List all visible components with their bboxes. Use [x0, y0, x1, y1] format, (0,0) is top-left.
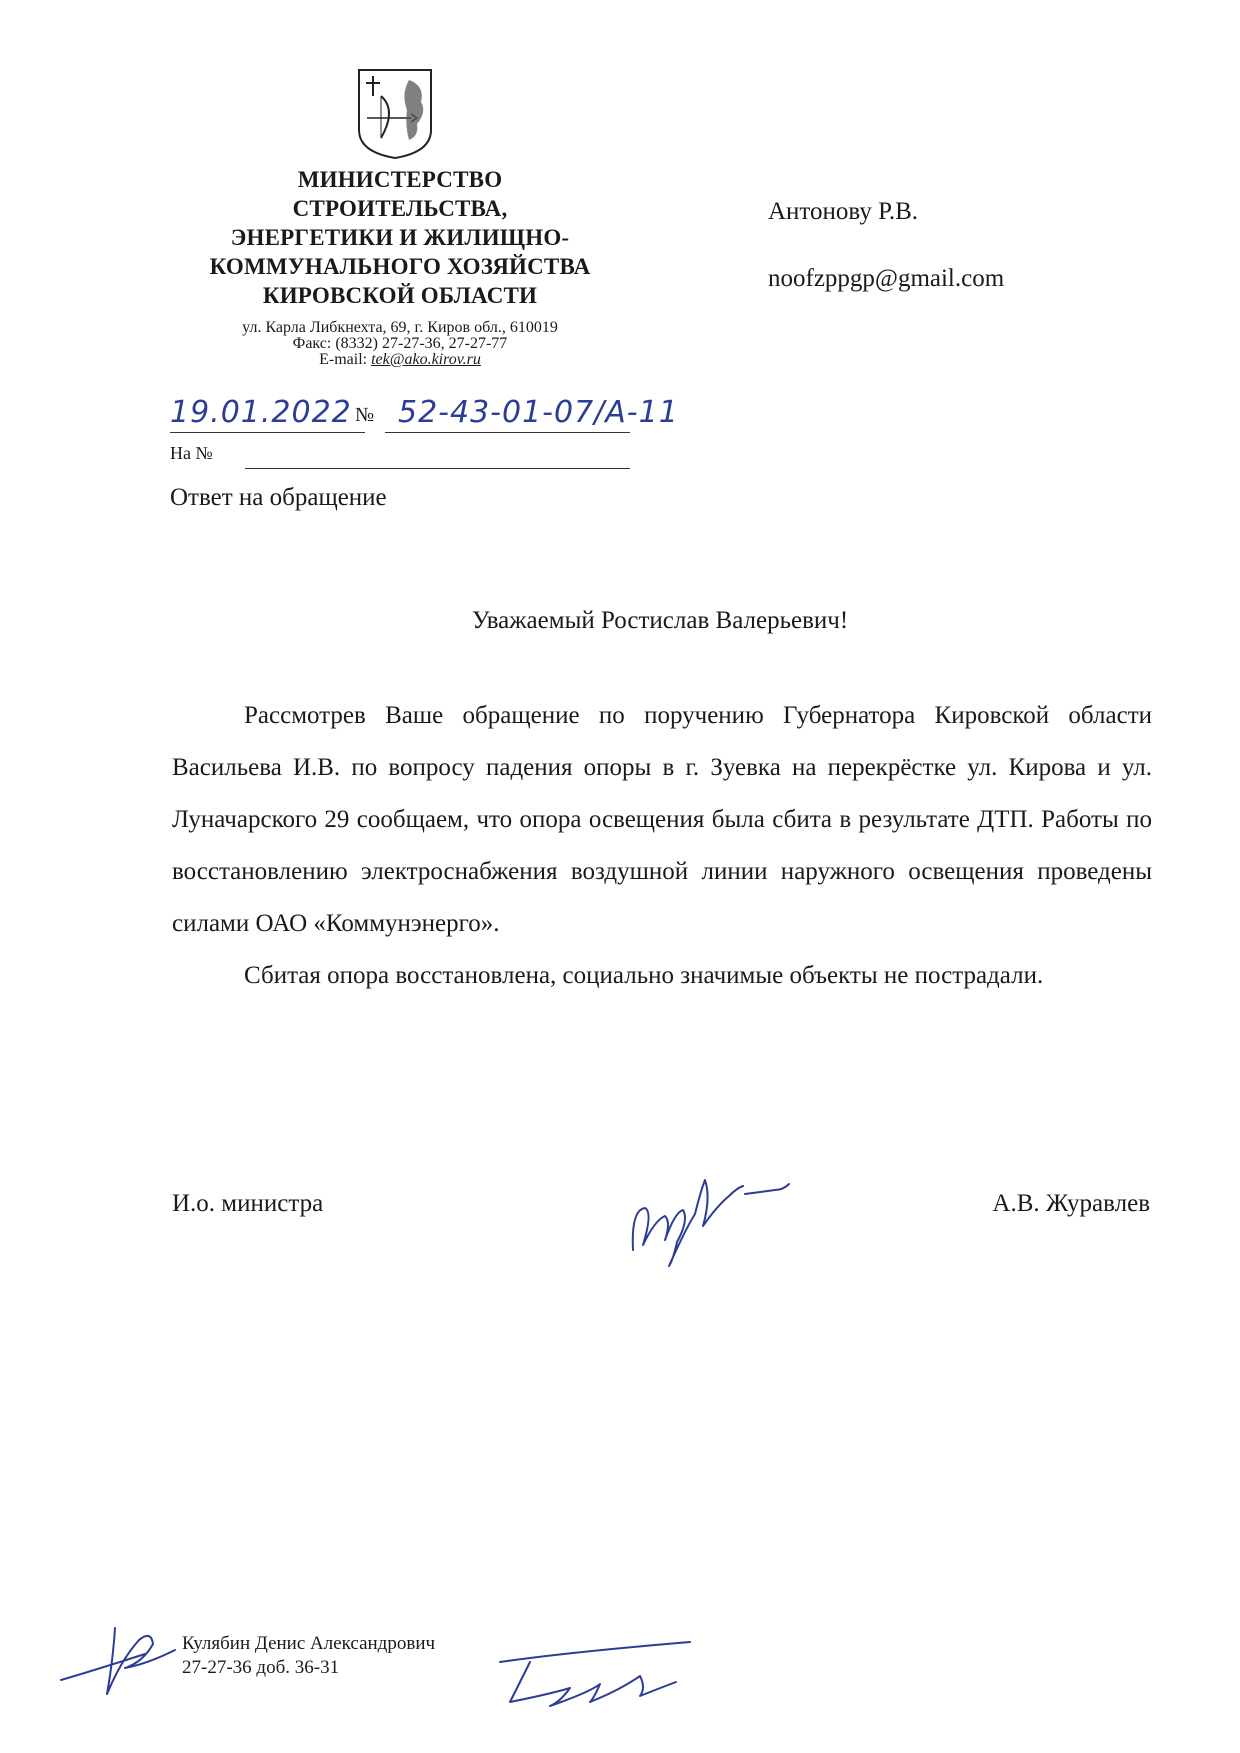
ministry-line: КОММУНАЛЬНОГО ХОЗЯЙСТВА	[209, 254, 591, 279]
approval-initials-icon	[490, 1632, 700, 1712]
signatory-role: И.о. министра	[172, 1190, 324, 1217]
ministry-line: ЭНЕРГЕТИКИ И ЖИЛИЩНО-	[230, 225, 570, 250]
executor-name: Кулябин Денис Александрович	[182, 1633, 436, 1654]
ministry-line: КИРОВСКОЙ ОБЛАСТИ	[262, 283, 538, 308]
number-sign: №	[355, 404, 375, 426]
letter-body	[172, 690, 1152, 1002]
registration-date: 19.01.2022	[170, 395, 352, 430]
ministry-email-line	[160, 352, 640, 368]
email-label: E-mail:	[319, 351, 372, 368]
letter-subject: Ответ на обращение	[170, 484, 387, 511]
ministry-address: ул. Карла Либкнехта, 69, г. Киров обл., 610019	[242, 319, 558, 336]
reply-to-label: На №	[170, 443, 213, 463]
recipient-name: Антонову Р.В.	[768, 198, 919, 225]
ministry-line: МИНИСТЕРСТВО	[297, 167, 503, 192]
ministry-line: СТРОИТЕЛЬСТВА,	[292, 196, 508, 221]
coat-of-arms-icon	[355, 66, 435, 162]
date-underline	[170, 432, 365, 433]
executor-phone: 27-27-36 доб. 36-31	[182, 1657, 340, 1678]
ministry-contacts	[160, 320, 640, 368]
initials-icon	[55, 1610, 185, 1700]
salutation: Уважаемый Ростислав Валерьевич!	[471, 607, 849, 634]
registration-number: 52-43-01-07/А-11	[398, 395, 679, 430]
signatory-name: А.В. Журавлев	[992, 1190, 1150, 1217]
ministry-email-link[interactable]: tek@ako.kirov.ru	[371, 351, 481, 368]
reply-to-underline	[245, 468, 630, 469]
ministry-fax: Факс: (8332) 27-27-36, 27-27-77	[292, 335, 508, 352]
body-paragraph: Рассмотрев Ваше обращение по поручению Губернатора Кировской области Васильева И.В. по вопросу падения опоры в г. Зуевка на перекрёстке ул. Кирова и ул. Луначарского 29 сообщаем, что опора освещения была сбита в результате ДТП. Работы по восстановлению электроснабжения воздушной линии наружного освещения проведены силами ОАО «Коммунэнерго».	[172, 702, 1152, 937]
body-paragraph: Сбитая опора восстановлена, социально значимые объекты не пострадали.	[244, 962, 1044, 989]
ministry-name	[160, 165, 640, 310]
recipient-email: noofzppgp@gmail.com	[768, 265, 1005, 292]
signature-icon	[625, 1150, 795, 1270]
number-underline	[385, 432, 630, 433]
